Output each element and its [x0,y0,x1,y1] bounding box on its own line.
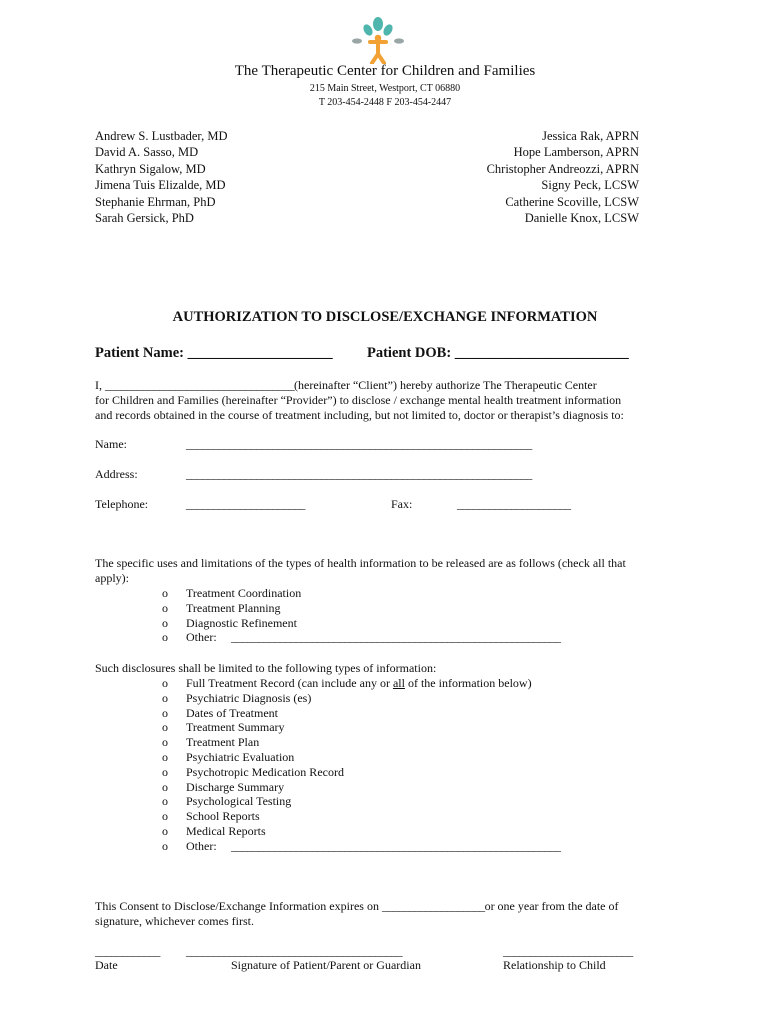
disclosure-option[interactable] [162,780,560,795]
option-label: Treatment Coordination [186,586,302,600]
staff-member: David A. Sasso, MD [95,145,199,160]
disclosure-option[interactable] [162,765,560,780]
disclosure-option[interactable] [162,794,560,809]
recipient-address-blank[interactable]: ________________________________________________________________ [186,467,532,481]
patient-dob-label: Patient DOB: [367,345,452,361]
option-label: Full Treatment Record (can include any or all of the information below) [186,676,532,690]
expiry-date-blank[interactable]: ___________________ [381,899,485,913]
uses-option-diagnostic-refinement[interactable] [162,616,560,631]
disclosure-intro: Such disclosures shall be limited to the following types of information: [95,661,437,675]
signature-blank[interactable]: ________________________________________ [186,944,403,958]
checkbox-bullet[interactable]: o [162,779,168,794]
staff-member: Signy Peck, LCSW [541,178,639,193]
staff-member: Christopher Andreozzi, APRN [486,161,639,176]
checkbox-bullet[interactable]: o [162,615,168,630]
staff-member: Danielle Knox, LCSW [524,211,639,226]
option-label: Treatment Summary [186,720,285,735]
option-label: Medical Reports [186,823,266,838]
disclosure-option[interactable] [162,824,560,839]
option-label: Dates of Treatment [186,705,278,720]
recipient-name-blank[interactable]: ________________________________________________________________ [186,437,532,451]
organization-phone-fax: T 203-454-2448 F 203-454-2447 [318,97,452,108]
checkbox-bullet[interactable]: o [162,838,168,853]
recipient-telephone-label: Telephone: [95,497,149,511]
patient-name-label: Patient Name: [95,345,184,361]
organization-address: 215 Main Street, Westport, CT 06880 [309,83,461,94]
staff-member: Andrew S. Lustbader, MD [95,129,228,143]
recipient-address-label: Address: [95,467,138,481]
option-label: Other: [186,630,217,645]
option-label: Psychiatric Diagnosis (es) [186,690,312,705]
recipient-telephone-blank[interactable]: ______________________ [186,497,305,511]
uses-intro-line-2: apply): [95,571,129,585]
option-label: Psychotropic Medication Record [186,764,344,779]
checkbox-bullet[interactable]: o [162,690,168,705]
checkbox-bullet[interactable]: o [162,809,168,824]
checkbox-bullet[interactable]: o [162,630,168,645]
uses-options-list [162,586,560,645]
checkbox-bullet[interactable]: o [162,720,168,735]
staff-member: Jessica Rak, APRN [542,129,639,143]
option-label: School Reports [186,809,260,824]
signature-label: Signature of Patient/Parent or Guardian [231,958,421,972]
form-title: AUTHORIZATION TO DISCLOSE/EXCHANGE INFORMATION [172,309,598,325]
consent-expiry-line-2: signature, whichever comes first. [95,914,254,928]
staff-member: Kathryn Sigalow, MD [95,161,206,176]
checkbox-bullet[interactable]: o [162,823,168,838]
checkbox-bullet[interactable]: o [162,794,168,809]
recipient-fax-label: Fax: [391,497,413,511]
authorization-line-2: for Children and Families (hereinafter “Provider”) to disclose / exchange mental health treatment information [95,393,622,407]
disclosure-option-other[interactable] [162,839,560,854]
disclosure-option[interactable] [162,750,560,765]
checkbox-bullet[interactable]: o [162,764,168,779]
staff-member: Catherine Scoville, LCSW [505,194,639,209]
disclosure-other-blank[interactable]: _____________________________________________________________ [231,838,561,853]
checkbox-bullet[interactable]: o [162,705,168,720]
authorization-line-3: and records obtained in the course of treatment including, but not limited to, doctor or therapist’s diagnosis to: [95,408,624,422]
uses-option-treatment-planning[interactable] [162,601,560,616]
disclosure-option-full-record[interactable] [162,676,560,691]
recipient-fax-blank[interactable]: _____________________ [457,497,571,511]
auth-prefix: I, [95,378,105,392]
patient-name-field[interactable] [95,345,333,362]
disclosure-option[interactable] [162,809,560,824]
disclosure-option[interactable] [162,720,560,735]
recipient-name-label: Name: [95,437,127,451]
option-label: Treatment Planning [186,600,281,615]
option-label: Discharge Summary [186,779,285,794]
checkbox-bullet[interactable]: o [162,586,168,600]
staff-member: Sarah Gersick, PhD [95,211,194,226]
uses-option-treatment-coordination[interactable] [162,586,560,601]
consent-expiry-line-1: This Consent to Disclose/Exchange Information expires on ___________________or one year from the date of [95,899,619,913]
option-label: Psychiatric Evaluation [186,749,295,764]
organization-name: The Therapeutic Center for Children and Families [234,63,536,79]
option-label: Diagnostic Refinement [186,615,297,630]
client-name-blank[interactable]: ___________________________________ [105,378,295,392]
uses-intro-line-1: The specific uses and limitations of the types of health information to be released are as follows (check all that [95,556,626,570]
uses-other-blank[interactable]: _____________________________________________________________ [231,630,561,645]
option-label: Psychological Testing [186,794,292,809]
staff-member: Jimena Tuis Elizalde, MD [95,178,226,193]
relationship-blank[interactable]: ________________________ [503,944,633,958]
disclosure-option[interactable] [162,706,560,721]
staff-list-left [95,128,227,226]
tree-child-logo-icon [350,16,406,64]
disclosure-option[interactable] [162,735,560,750]
option-label: Treatment Plan [186,735,260,750]
staff-member: Hope Lamberson, APRN [513,145,639,160]
disclosure-option[interactable] [162,691,560,706]
checkbox-bullet[interactable]: o [162,676,168,690]
authorization-line-1 [95,378,597,393]
staff-list-right [487,128,639,226]
date-signature-blank[interactable]: ____________ [95,944,160,958]
patient-dob-field[interactable] [367,345,629,362]
date-label: Date [95,958,118,972]
checkbox-bullet[interactable]: o [162,735,168,750]
checkbox-bullet[interactable]: o [162,749,168,764]
checkbox-bullet[interactable]: o [162,600,168,615]
auth-suffix: (hereinafter “Client”) hereby authorize The Therapeutic Center [294,378,597,392]
patient-name-blank[interactable]: ____________________ [187,345,333,361]
relationship-label: Relationship to Child [503,958,606,972]
uses-option-other[interactable] [162,630,560,645]
option-label: Other: [186,838,217,853]
disclosure-options-list [162,676,560,854]
patient-dob-blank[interactable]: ________________________ [454,345,629,361]
staff-member: Stephanie Ehrman, PhD [95,194,216,209]
